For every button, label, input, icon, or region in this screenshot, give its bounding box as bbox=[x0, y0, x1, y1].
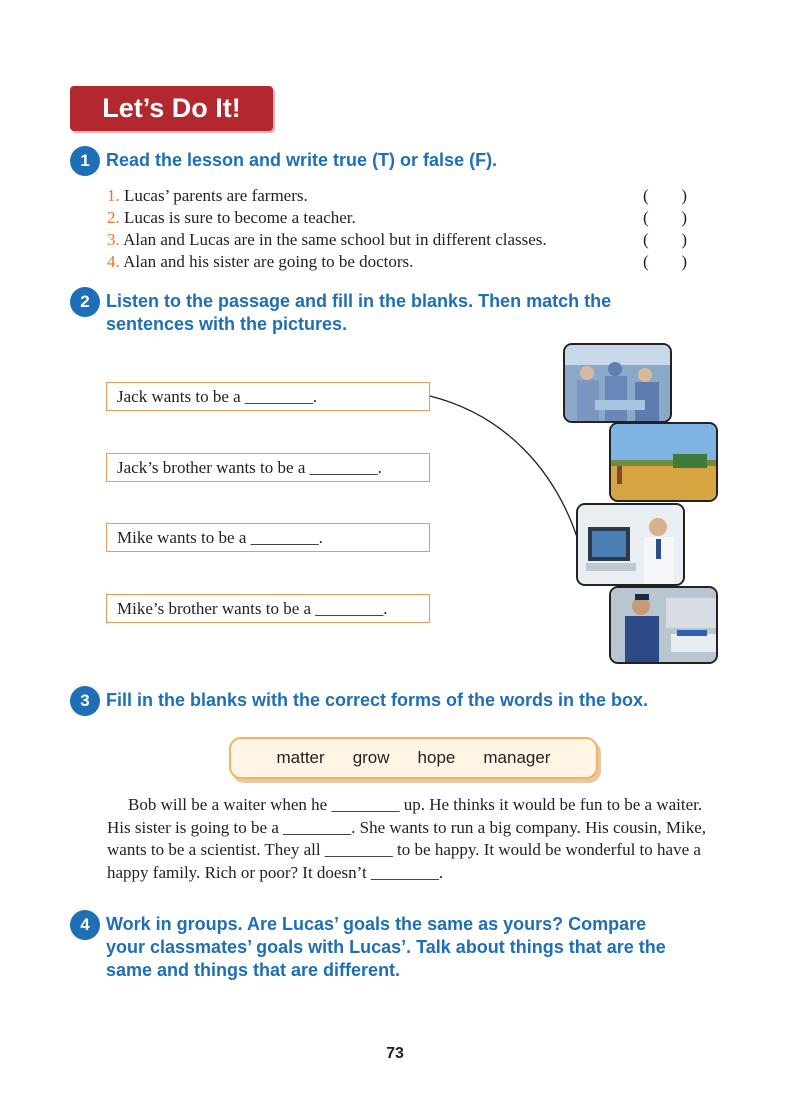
farm-field-photo[interactable] bbox=[609, 422, 718, 502]
item-text: Alan and Lucas are in the same school but in different classes. bbox=[123, 230, 547, 249]
item-text: Lucas’ parents are farmers. bbox=[124, 186, 308, 205]
word: matter bbox=[276, 748, 325, 767]
fill-blank-sentence-1[interactable]: Jack wants to be a ________. bbox=[106, 382, 430, 411]
fill-blank-sentence-4[interactable]: Mike’s brother wants to be a ________. bbox=[106, 594, 430, 623]
section-number: 2 bbox=[70, 287, 100, 317]
word: manager bbox=[483, 748, 551, 767]
section-title: Work in groups. Are Lucas’ goals the same as yours? Compare your classmates’ goals with Lucas’. Talk about things that are the same and things that are different. bbox=[106, 914, 666, 980]
page-number: 73 bbox=[386, 1045, 404, 1062]
lets-do-it-banner: Let’s Do It! bbox=[70, 86, 273, 131]
fill-blank-sentence-3[interactable]: Mike wants to be a ________. bbox=[106, 523, 430, 552]
office-manager-photo[interactable] bbox=[576, 503, 685, 586]
item-number: 3. bbox=[107, 230, 120, 249]
section-title: Fill in the blanks with the correct forms of the words in the box. bbox=[106, 690, 649, 710]
police-officer-photo[interactable] bbox=[609, 586, 718, 664]
word-box bbox=[229, 737, 598, 779]
answer-parentheses[interactable]: ( ) bbox=[643, 208, 687, 227]
section-title: Listen to the passage and fill in the blanks. Then match the sentences with the pictures. bbox=[106, 291, 612, 334]
item-number: 4. bbox=[107, 252, 120, 271]
item-text: Lucas is sure to become a teacher. bbox=[124, 208, 356, 227]
section-4-header bbox=[70, 910, 666, 982]
item-text: Alan and his sister are going to be doctors. bbox=[123, 252, 414, 271]
answer-parentheses[interactable]: ( ) bbox=[643, 186, 687, 205]
answer-parentheses[interactable]: ( ) bbox=[643, 230, 687, 249]
section-number: 3 bbox=[70, 686, 100, 716]
item-number: 2. bbox=[107, 208, 120, 227]
word: hope bbox=[417, 748, 456, 767]
fill-in-passage[interactable]: Bob will be a waiter when he ________ up. He thinks it would be fun to be a waiter. His sister is going to be a ________. She wants to run a big company. His cousin, Mike, wants to be a scientist. They all ________ to be happy. It would be wonderful to have a happy family. Rich or poor? It doesn’t ________. bbox=[107, 795, 707, 882]
section-title: Read the lesson and write true (T) or false (F). bbox=[106, 150, 498, 170]
word: grow bbox=[352, 748, 390, 767]
section-3-header bbox=[70, 686, 648, 716]
section-number: 4 bbox=[70, 910, 100, 940]
answer-parentheses[interactable]: ( ) bbox=[643, 252, 687, 271]
section-number: 1 bbox=[70, 146, 100, 176]
item-number: 1. bbox=[107, 186, 120, 205]
surgeons-photo[interactable] bbox=[563, 343, 672, 423]
fill-blank-sentence-2[interactable]: Jack’s brother wants to be a ________. bbox=[106, 453, 430, 482]
